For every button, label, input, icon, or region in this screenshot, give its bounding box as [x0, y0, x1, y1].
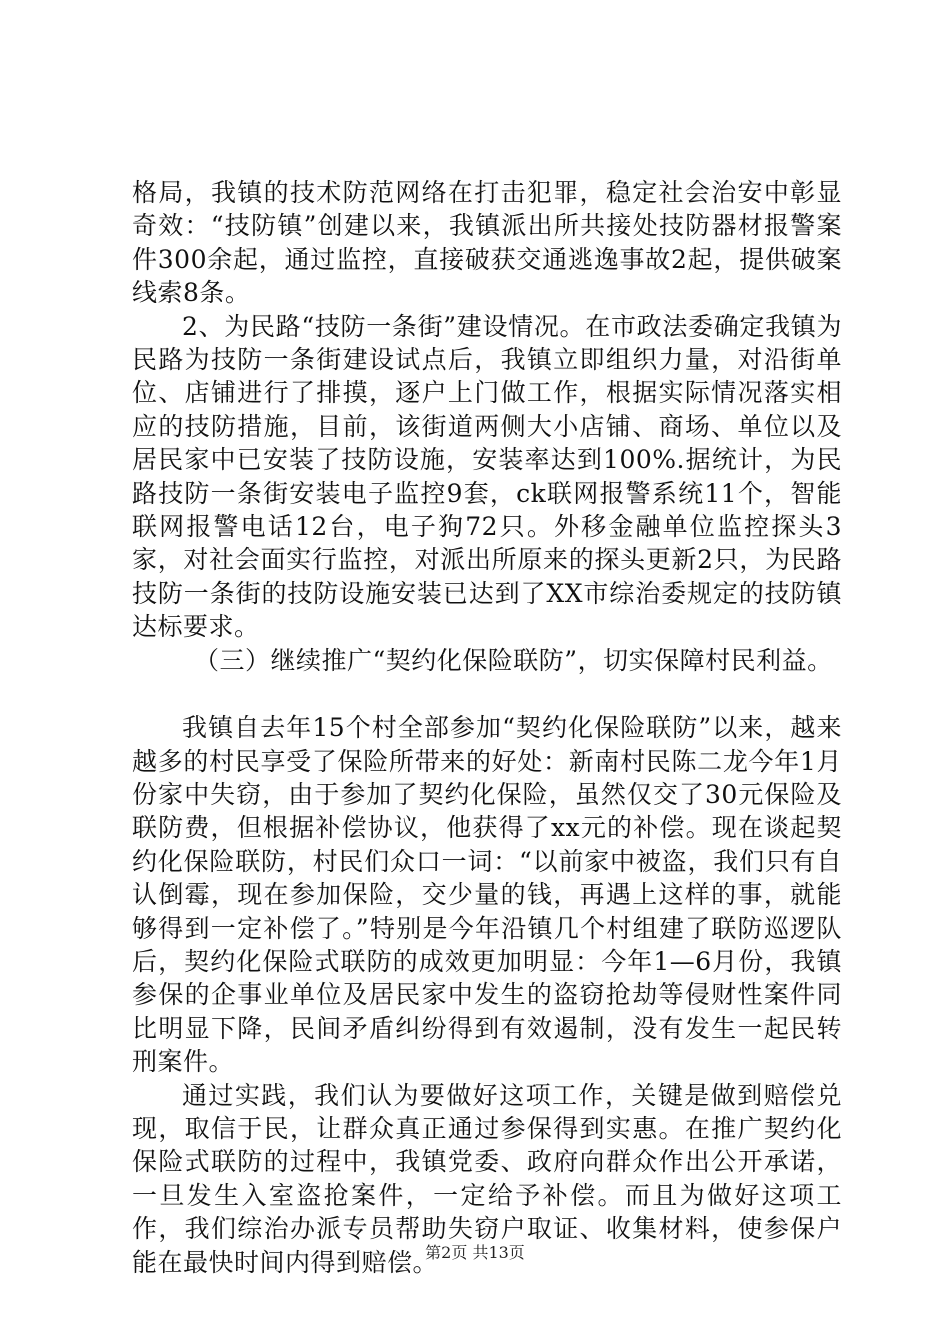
document-body [132, 176, 842, 1279]
paragraph-insurance: 我镇自去年15个村全部参加“契约化保险联防”以来，越来越多的村民享受了保险所带来的好处：新南村民陈二龙今年1月份家中失窃，由于参加了契约化保险，虽然仅交了30元保险及联防费，但根据补偿协议，他获得了xx元的补偿。现在谈起契约化保险联防，村民们众口一词：“以前家中被盗，我们只有自认倒霉，现在参加保险，交少量的钱，再遇上这样的事，就能够得到一定补偿了。”特别是今年沿镇几个村组建了联防巡逻队后，契约化保险式联防的成效更加明显：今年1—6月份，我镇参保的企事业单位及居民家中发生的盗窃抢劫等侵财性案件同比明显下降，民间矛盾纠纷得到有效遏制，没有发生一起民转刑案件。 [132, 713, 842, 1077]
paragraph-practice: 通过实践，我们认为要做好这项工作，关键是做到赔偿兑现，取信于民，让群众真正通过参保得到实惠。在推广契约化保险式联防的过程中，我镇党委、政府向群众作出公开承诺，一旦发生入室盗抢案件，一定给予补偿。而且为做好这项工作，我们综治办派专员帮助失窃户取证、收集材料，使参保户能在最快时间内得到赔偿。 [132, 1080, 842, 1277]
paragraph-tech-street: 2、为民路“技防一条街”建设情况。在市政法委确定我镇为民路为技防一条街建设试点后，我镇立即组织力量，对沿街单位、店铺进行了排摸，逐户上门做工作，根据实际情况落实相应的技防措施，目前，该街道两侧大小店铺、商场、单位以及居民家中已安装了技防设施，安装率达到100%.据统计，为民路技防一条街安装电子监控9套，ck联网报警系统11个，智能联网报警电话12台，电子狗72只。外移金融单位监控探头3家，对社会面实行监控，对派出所原来的探头更新2只，为民路技防一条街的技防设施安装已达到了XX市综治委规定的技防镇达标要求。 [132, 311, 842, 642]
page-number-footer: 第2页 共13页 [425, 1243, 525, 1262]
paragraph-continued: 格局，我镇的技术防范网络在打击犯罪，稳定社会治安中彰显奇效：“技防镇”创建以来，我镇派出所共接处技防器材报警案件300余起，通过监控，直接破获交通逃逸事故2起，提供破案线索8条。 [132, 178, 842, 308]
section-heading-3: （三）继续推广“契约化保险联防”，切实保障村民利益。 [194, 645, 833, 675]
paragraph-gap [132, 677, 842, 711]
